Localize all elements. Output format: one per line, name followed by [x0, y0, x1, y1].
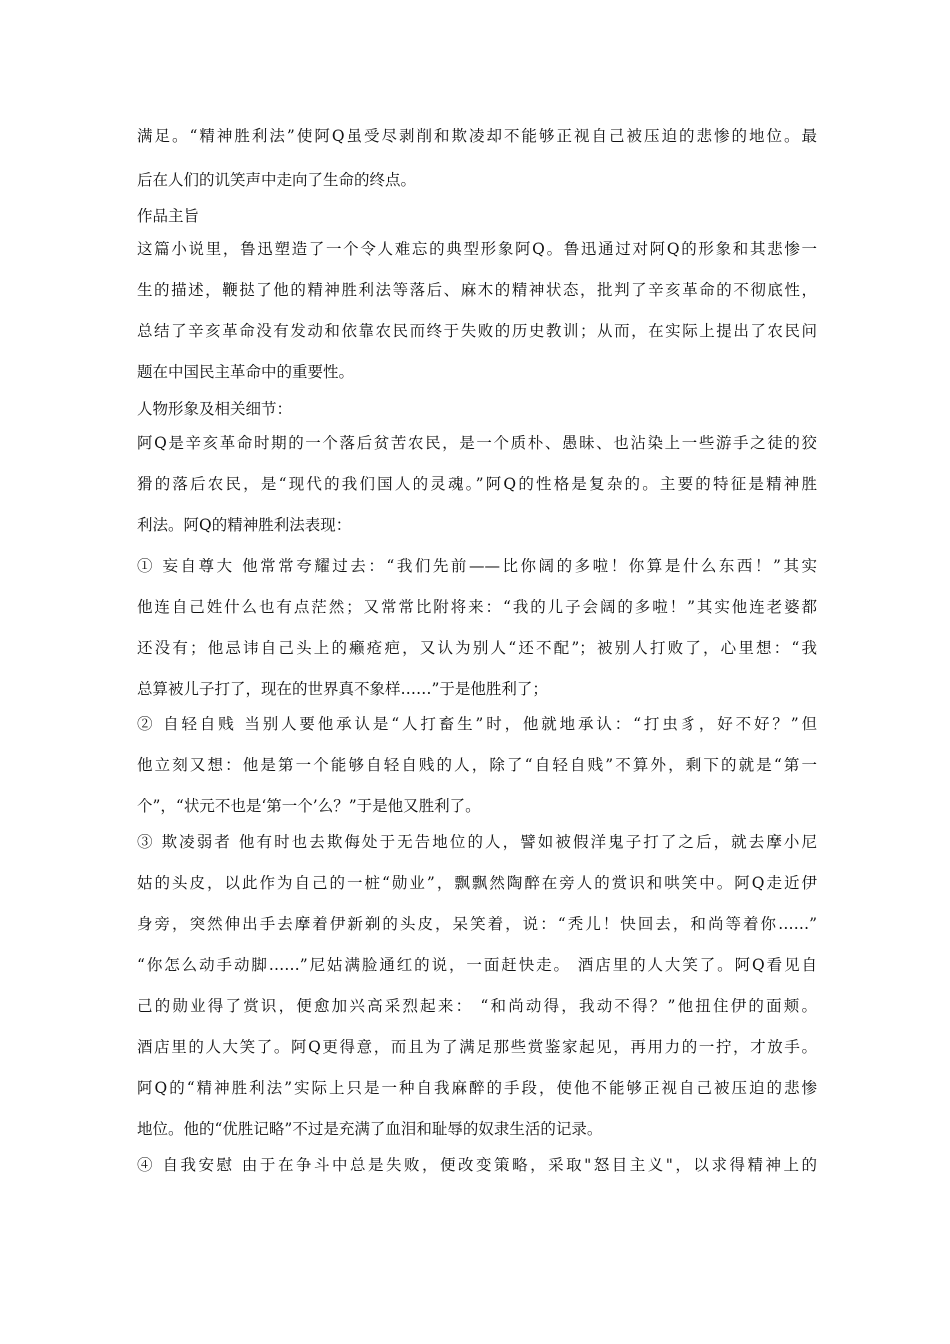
- paragraph-line: 猾的落后农民，是“现代的我们国人的灵魂。”阿Q的性格是复杂的。主要的特征是精神胜: [137, 475, 817, 493]
- paragraph-line: 后在人们的讥笑声中走向了生命的终点。: [137, 171, 417, 189]
- paragraph-line: 题在中国民主革命中的重要性。: [137, 363, 355, 381]
- list-item-line: ② 自轻自贱 当别人要他承认是“人打畜生”时，他就地承认：“打虫豸，好不好？”但: [137, 715, 817, 733]
- paragraph-line: 身旁，突然伸出手去摩着伊新剃的头皮，呆笑着，说：“秃儿！快回去，和尚等着你……”: [137, 915, 817, 933]
- section-heading-theme: 作品主旨: [137, 207, 200, 225]
- list-item-line: ④ 自我安慰 由于在争斗中总是失败，便改变策略，采取"怒目主义"，以求得精神上的: [137, 1156, 817, 1174]
- list-item-line: ③ 欺凌弱者 他有时也去欺侮处于无告地位的人，譬如被假洋鬼子打了之后，就去摩小尼: [137, 833, 817, 851]
- paragraph-line: 他立刻又想：他是第一个能够自轻自贱的人，除了“自轻自贱”不算外，剩下的就是“第一: [137, 756, 817, 774]
- paragraph-line: 他连自己姓什么也有点茫然；又常常比附将来：“我的儿子会阔的多啦！”其实他连老婆都: [137, 598, 817, 616]
- paragraph-line: 生的描述，鞭挞了他的精神胜利法等落后、麻木的精神状态，批判了辛亥革命的不彻底性，: [137, 281, 817, 299]
- paragraph-line: 地位。他的“优胜记略”不过是充满了血泪和耻辱的奴隶生活的记录。: [137, 1120, 603, 1138]
- list-item-line: ① 妄自尊大 他常常夸耀过去：“我们先前——比你阔的多啦！你算是什么东西！”其实: [137, 557, 817, 575]
- paragraph-line: 酒店里的人大笑了。阿Q更得意，而且为了满足那些赏鉴家起见，再用力的一拧，才放手。: [137, 1038, 817, 1056]
- paragraph-line: “你怎么动手动脚……”尼姑满脸通红的说，一面赶快走。 酒店里的人大笑了。阿Q看见自: [137, 956, 817, 974]
- paragraph-line: 姑的头皮，以此作为自己的一桩“勋业”，飘飘然陶醉在旁人的赏识和哄笑中。阿Q走近伊: [137, 874, 817, 892]
- paragraph-line: 还没有；他忌讳自己头上的癞疮疤，又认为别人“还不配”；被别人打败了，心里想：“我: [137, 639, 817, 657]
- section-heading-characters: 人物形象及相关细节：: [137, 400, 293, 418]
- paragraph-line: 己的勋业得了赏识，便愈加兴高采烈起来： “和尚动得，我动不得？”他扭住伊的面颊。: [137, 997, 817, 1015]
- paragraph-line: 这篇小说里，鲁迅塑造了一个令人难忘的典型形象阿Q。鲁迅通过对阿Q的形象和其悲惨一: [137, 240, 817, 258]
- paragraph-line: 总结了辛亥革命没有发动和依靠农民而终于失败的历史教训；从而，在实际上提出了农民问: [137, 322, 817, 340]
- paragraph-line: 总算被儿子打了，现在的世界真不象样……”于是他胜利了；: [137, 680, 548, 698]
- paragraph-line: 阿Q是辛亥革命时期的一个落后贫苦农民，是一个质朴、愚昧、也沾染上一些游手之徒的狡: [137, 434, 817, 452]
- paragraph-line: 满足。“精神胜利法”使阿Q虽受尽剥削和欺凌却不能够正视自己被压迫的悲惨的地位。最: [137, 127, 817, 145]
- paragraph-line: 个”，“状元不也是‘第一个’么？”于是他又胜利了。: [137, 797, 481, 815]
- paragraph-line: 利法。阿Q的精神胜利法表现：: [137, 516, 352, 534]
- paragraph-line: 阿Q的“精神胜利法”实际上只是一种自我麻醉的手段，使他不能够正视自己被压迫的悲惨: [137, 1079, 817, 1097]
